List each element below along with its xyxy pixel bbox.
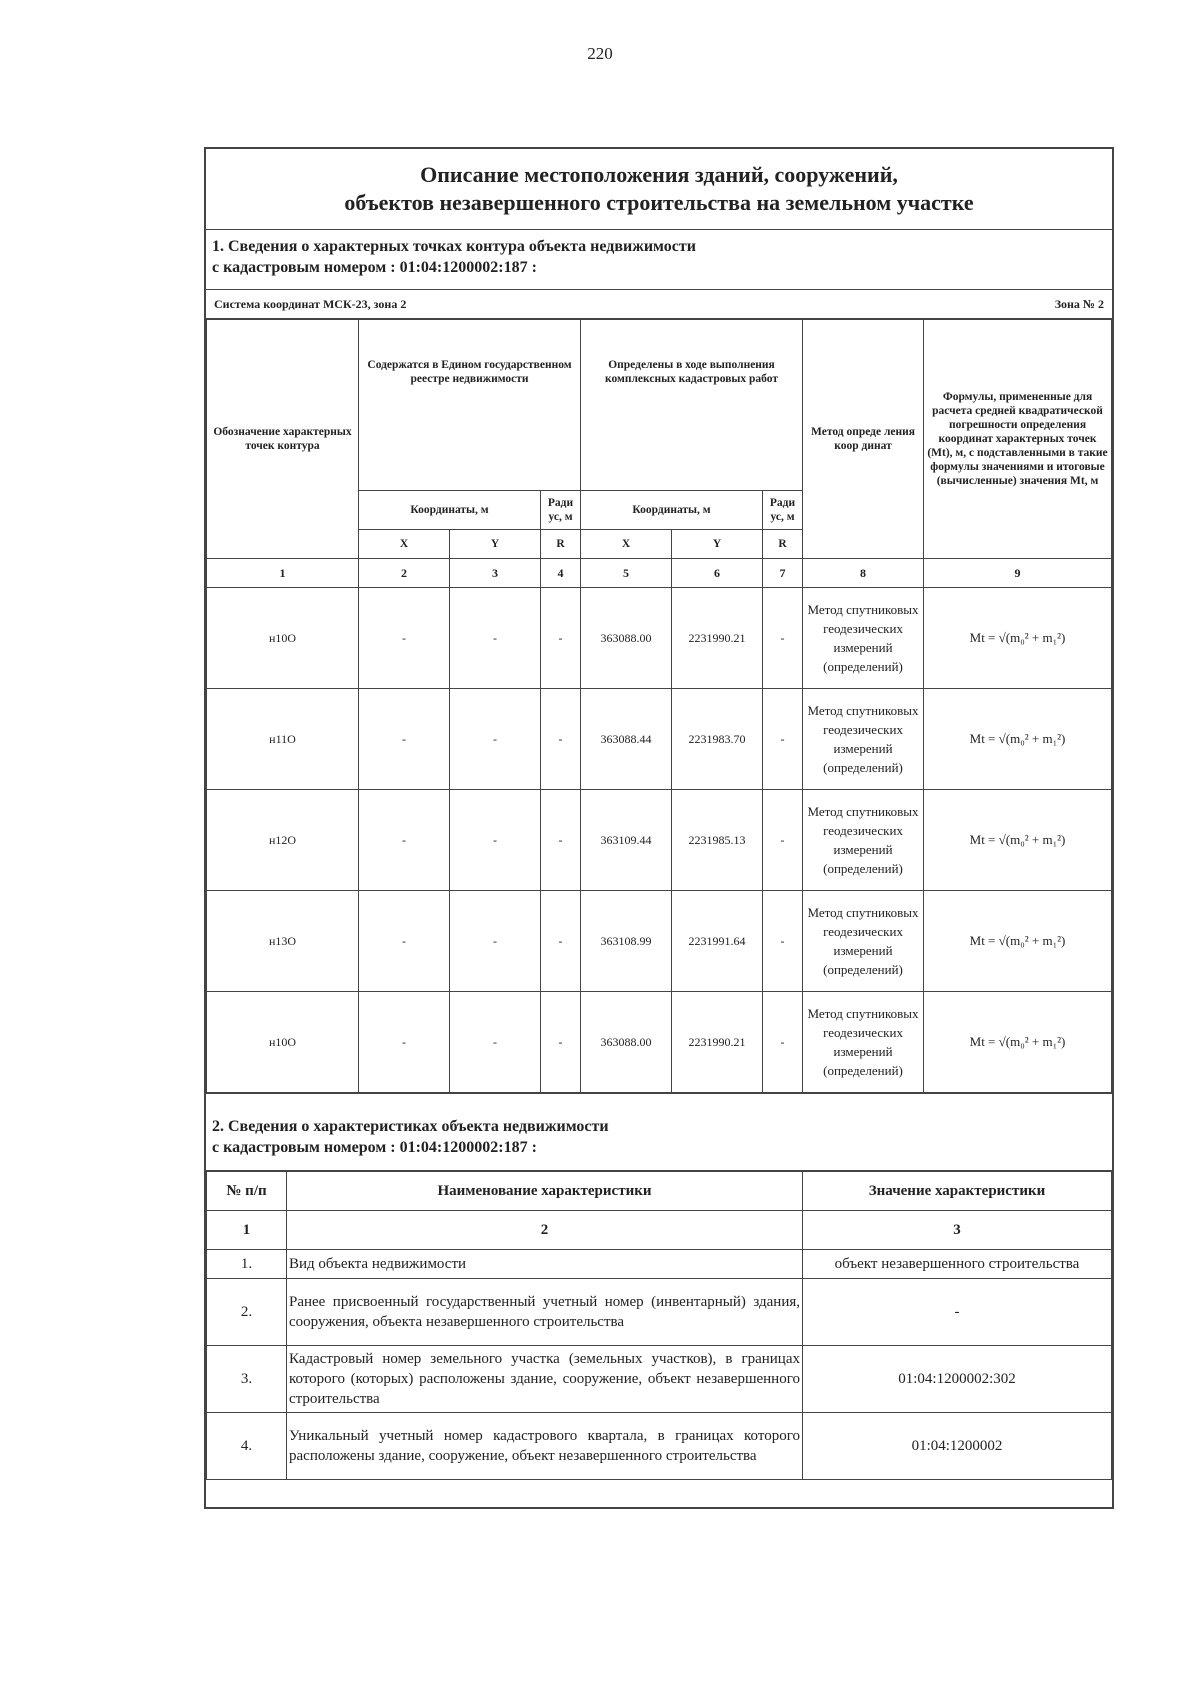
egrn-y: - <box>450 891 541 992</box>
section-2-line-2: с кадастровым номером : 01:04:1200002:187 : <box>212 1139 537 1156</box>
table-row <box>207 891 1112 992</box>
row-num: 2. <box>207 1279 287 1346</box>
title-line-2: объектов незавершенного строительства на земельном участке <box>344 190 974 215</box>
formula: Mt = √(m₀² + m₁²) <box>924 790 1112 891</box>
table-row <box>207 1413 1112 1480</box>
formula: Mt = √(m₀² + m₁²) <box>924 992 1112 1093</box>
complex-r: - <box>763 891 803 992</box>
header-y-complex: Y <box>672 530 763 559</box>
method: Метод спутниковых геодезических измерений (определений) <box>803 992 924 1093</box>
characteristics-table <box>206 1171 1112 1480</box>
header-y-egrn: Y <box>450 530 541 559</box>
complex-r: - <box>763 992 803 1093</box>
col-number: 5 <box>581 559 672 588</box>
row-value: объект незавершенного строительства <box>803 1250 1112 1279</box>
egrn-x: - <box>359 689 450 790</box>
formula: Mt = √(m₀² + m₁²) <box>924 689 1112 790</box>
table-row <box>207 1279 1112 1346</box>
section-1-line-1: 1. Сведения о характерных точках контура объекта недвижимости <box>212 238 696 255</box>
complex-y: 2231991.64 <box>672 891 763 992</box>
document-title <box>206 149 1112 230</box>
row-value: - <box>803 1279 1112 1346</box>
header-num: № п/п <box>207 1172 287 1211</box>
col-number: 9 <box>924 559 1112 588</box>
method: Метод спутниковых геодезических измерений (определений) <box>803 891 924 992</box>
row-name: Кадастровый номер земельного участка (земельных участков), в границах которого (которых) расположены здание, сооружение, объект незавершенного строительства <box>287 1346 803 1413</box>
header-value: Значение характеристики <box>803 1172 1112 1211</box>
header-x-egrn: X <box>359 530 450 559</box>
points-table <box>206 319 1112 1093</box>
col-number: 4 <box>541 559 581 588</box>
header-x-complex: X <box>581 530 672 559</box>
zone-number: Зона № 2 <box>1054 296 1104 311</box>
section-2-heading <box>206 1093 1112 1171</box>
header-radius-egrn: Ради ус, м <box>541 491 581 530</box>
col-number: 6 <box>672 559 763 588</box>
egrn-y: - <box>450 588 541 689</box>
row-name: Уникальный учетный номер кадастрового квартала, в границах которого расположены здание, сооружение, объект незавершенного строительства <box>287 1413 803 1480</box>
row-num: 1. <box>207 1250 287 1279</box>
header-method: Метод опреде ления коор динат <box>803 320 924 559</box>
row-name: Ранее присвоенный государственный учетный номер (инвентарный) здания, сооружения, объекта незавершенного строительства <box>287 1279 803 1346</box>
complex-y: 2231990.21 <box>672 588 763 689</box>
header-coords-egrn: Координаты, м <box>359 491 541 530</box>
method: Метод спутниковых геодезических измерений (определений) <box>803 689 924 790</box>
egrn-r: - <box>541 891 581 992</box>
complex-r: - <box>763 790 803 891</box>
point-name: н12О <box>207 790 359 891</box>
egrn-x: - <box>359 790 450 891</box>
method: Метод спутниковых геодезических измерений (определений) <box>803 790 924 891</box>
method: Метод спутниковых геодезических измерений (определений) <box>803 588 924 689</box>
egrn-y: - <box>450 992 541 1093</box>
section-2-line-1: 2. Сведения о характеристиках объекта недвижимости <box>212 1118 609 1135</box>
formula: Mt = √(m₀² + m₁²) <box>924 588 1112 689</box>
egrn-r: - <box>541 689 581 790</box>
column-numbers-row <box>207 1211 1112 1250</box>
point-name: н13О <box>207 891 359 992</box>
col-number: 3 <box>450 559 541 588</box>
header-r-egrn: R <box>541 530 581 559</box>
complex-r: - <box>763 588 803 689</box>
section-1-heading <box>206 230 1112 290</box>
header-r-complex: R <box>763 530 803 559</box>
column-numbers-row <box>207 559 1112 588</box>
complex-r: - <box>763 689 803 790</box>
egrn-x: - <box>359 992 450 1093</box>
page-number: 220 <box>587 44 613 63</box>
egrn-x: - <box>359 588 450 689</box>
col-number: 1 <box>207 1211 287 1250</box>
table-row <box>207 992 1112 1093</box>
table-row <box>207 1250 1112 1279</box>
col-number: 8 <box>803 559 924 588</box>
table-row <box>207 689 1112 790</box>
coordinate-system-row <box>206 290 1112 319</box>
header-name: Наименование характеристики <box>287 1172 803 1211</box>
col-number: 1 <box>207 559 359 588</box>
title-line-1: Описание местоположения зданий, сооружений, <box>420 162 898 187</box>
row-value: 01:04:1200002 <box>803 1413 1112 1480</box>
coordinate-system: Система координат МСК-23, зона 2 <box>214 296 407 311</box>
complex-x: 363109.44 <box>581 790 672 891</box>
row-num: 4. <box>207 1413 287 1480</box>
document-frame <box>204 147 1114 1509</box>
header-formula: Формулы, примененные для расчета средней квадратической погрешности определения координат характерных точек (Mt), м, с подставленными в такие формулы значениями и итоговые (вычисленные) значения Mt, м <box>924 320 1112 559</box>
header-designation: Обозначение характерных точек контура <box>207 320 359 559</box>
complex-y: 2231990.21 <box>672 992 763 1093</box>
complex-y: 2231985.13 <box>672 790 763 891</box>
col-number: 2 <box>287 1211 803 1250</box>
section-1-line-2: с кадастровым номером : 01:04:1200002:187 : <box>212 259 537 276</box>
egrn-r: - <box>541 588 581 689</box>
complex-x: 363088.44 <box>581 689 672 790</box>
header-egrn: Содержатся в Едином государственном реестре недвижимости <box>359 320 581 491</box>
table-row <box>207 1346 1112 1413</box>
col-number: 2 <box>359 559 450 588</box>
point-name: н11О <box>207 689 359 790</box>
col-number: 7 <box>763 559 803 588</box>
point-name: н10О <box>207 588 359 689</box>
header-radius-complex: Ради ус, м <box>763 491 803 530</box>
row-name: Вид объекта недвижимости <box>287 1250 803 1279</box>
table-row <box>207 790 1112 891</box>
complex-x: 363088.00 <box>581 992 672 1093</box>
egrn-r: - <box>541 790 581 891</box>
point-name: н10О <box>207 992 359 1093</box>
complex-y: 2231983.70 <box>672 689 763 790</box>
formula: Mt = √(m₀² + m₁²) <box>924 891 1112 992</box>
egrn-y: - <box>450 790 541 891</box>
table-row <box>207 588 1112 689</box>
col-number: 3 <box>803 1211 1112 1250</box>
egrn-x: - <box>359 891 450 992</box>
row-num: 3. <box>207 1346 287 1413</box>
header-coords-complex: Координаты, м <box>581 491 763 530</box>
complex-x: 363108.99 <box>581 891 672 992</box>
egrn-y: - <box>450 689 541 790</box>
header-complex: Определены в ходе выполнения комплексных кадастровых работ <box>581 320 803 491</box>
row-value: 01:04:1200002:302 <box>803 1346 1112 1413</box>
complex-x: 363088.00 <box>581 588 672 689</box>
egrn-r: - <box>541 992 581 1093</box>
